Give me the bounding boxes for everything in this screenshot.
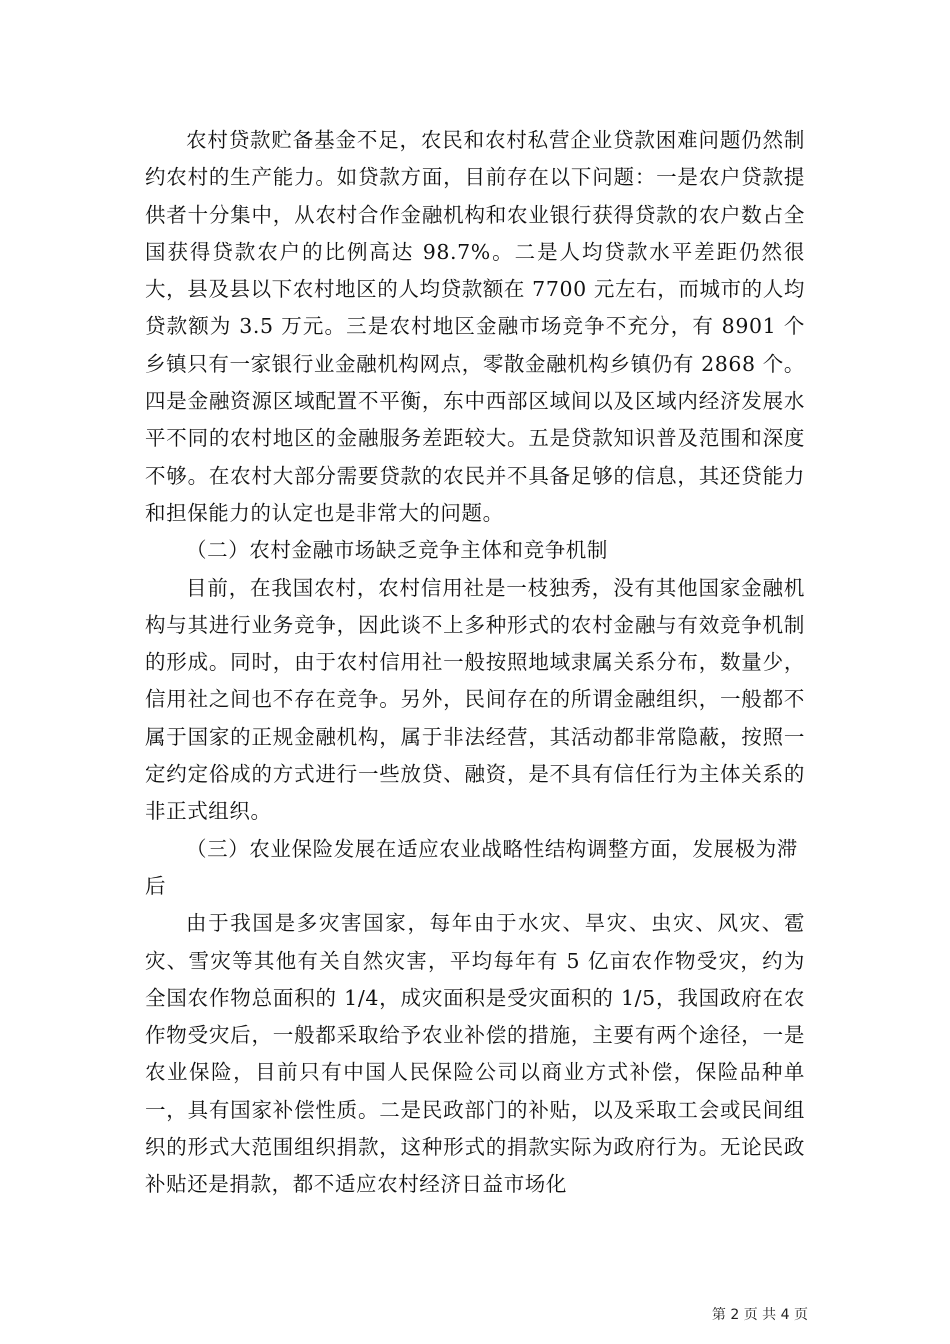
page-number-footer: 第 2 页 共 4 页 [711,1307,808,1323]
paragraph-competition: 目前，在我国农村，农村信用社是一枝独秀，没有其他国家金融机构与其进行业务竞争，因此谈不上多种形式的农村金融与有效竞争机制的形成。同时，由于农村信用社一般按照地域隶属关系分布，数量少，信用社之间也不存在竞争。另外，民间存在的所谓金融组织，一般都不属于国家的正规金融机构，属于非法经营，其活动都非常隐蔽，按照一定约定俗成的方式进行一些放贷、融资，是不具有信任行为主体关系的非正式组织。 [145,575,805,824]
paragraph-loan-problems: 农村贷款贮备基金不足，农民和农村私营企业贷款困难问题仍然制约农村的生产能力。如贷款方面，目前存在以下问题：一是农户贷款提供者十分集中，从农村合作金融机构和农业银行获得贷款的农户数占全国获得贷款农户的比例高达 98.7%。二是人均贷款水平差距仍然很大，县及县以下农村地区的人均贷款额在 7700 元左右，而城市的人均贷款额为 3.5 万元。三是农村地区金融市场竞争不充分，有 8901 个乡镇只有一家银行业金融机构网点，零散金融机构乡镇仍有 2868 个。四是金融资源区域配置不平衡，东中西部区域间以及区域内经济发展水平不同的农村地区的金融服务差距较大。五是贷款知识普及范围和深度不够。在农村大部分需要贷款的农民并不具备足够的信息，其还贷能力和担保能力的认定也是非常大的问题。 [145,128,805,525]
document-body [145,122,805,1204]
paragraph-insurance: 由于我国是多灾害国家，每年由于水灾、旱灾、虫灾、风灾、雹灾、雪灾等其他有关自然灾害，平均每年有 5 亿亩农作物受灾，约为全国农作物总面积的 1/4，成灾面积是受灾面积的 1/5，我国政府在农作物受灾后，一般都采取给予农业补偿的措施，主要有两个途径，一是农业保险，目前只有中国人民保险公司以商业方式补偿，保险品种单一，具有国家补偿性质。二是民政部门的补贴，以及采取工会或民间组织的形式大范围组织捐款，这种形式的捐款实际为政府行为。无论民政补贴还是捐款，都不适应农村经济日益市场化 [145,911,805,1197]
section-heading-3: （三）农业保险发展在适应农业战略性结构调整方面，发展极为滞后 [145,836,798,898]
section-heading-2: （二）农村金融市场缺乏竞争主体和竞争机制 [186,538,608,563]
